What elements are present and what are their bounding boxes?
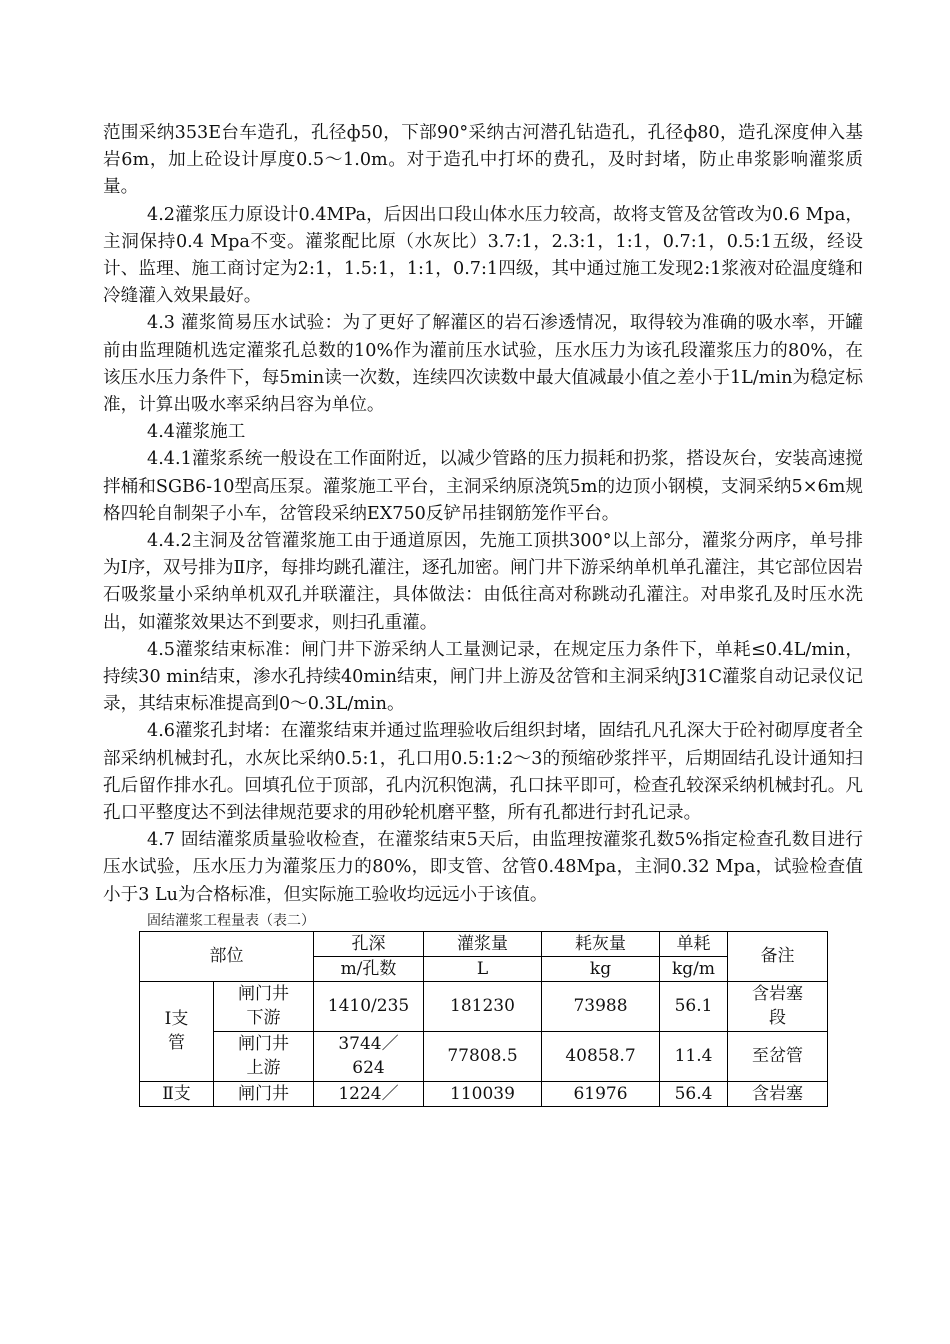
- paragraph-4-3: 4.3 灌浆简易压水试验：为了更好了解灌区的岩石渗透情况，取得较为准确的吸水率，开罐前由监理随机选定灌浆孔总数的10%作为灌前压水试验，压水压力为该孔段灌浆压力的80%，在该压水压力条件下，每5min读一次数，连续四次读数中最大值减最小值之差小于1L/min为稳定标准，计算出吸水率采纳吕容为单位。: [103, 313, 863, 416]
- group-cell: [140, 981, 214, 1081]
- unit-cement: kg: [542, 956, 660, 981]
- location-cell: 闸门井: [214, 1081, 314, 1106]
- paragraph-4-5: 4.5灌浆结束标准：闸门井下游采纳人工量测记录，在规定压力条件下，单耗≤0.4L/min，持续30 min结束，渗水孔持续40min结束，闸门井上游及岔管和主洞采纳J31C灌浆自动记录仪记录，其结束标准提高到0～0.3L/min。: [103, 639, 863, 715]
- paragraph-4-6: 4.6灌浆孔封堵：在灌浆结束并通过监理验收后组织封堵，固结孔凡孔深大于砼衬砌厚度者全部采纳机械封孔，水灰比采纳0.5:1，孔口用0.5:1:2～3的预缩砂浆拌平，后期固结孔设计通知扫孔后留作排水孔。回填孔位于顶部，孔内沉积饱满，孔口抹平即可，检查孔较深采纳机械封孔。凡孔口平整度达不到法律规范要求的用砂轮机磨平整，所有孔都进行封孔记录。: [103, 721, 863, 824]
- cement-cell: 73988: [542, 981, 660, 1031]
- remark-cell: [728, 981, 828, 1031]
- paragraph-4-4-2: 4.4.2主洞及岔管灌浆施工由于通道原因，先施工顶拱300°以上部分，灌浆分两序，单号排为Ⅰ序，双号排为Ⅱ序，每排均跳孔灌注，逐孔加密。闸门井下游采纳单机单孔灌注，其它部位因岩石吸浆量小采纳单机双孔并联灌注，具体做法：由低往高对称跳动孔灌注。对串浆孔及时压水洗出，如灌浆效果达不到要求，则扫孔重灌。: [103, 531, 863, 633]
- remark-cell: 至岔管: [728, 1031, 828, 1081]
- grout-cell: 110039: [424, 1081, 542, 1106]
- hole-depth-label: 3744／624: [338, 1034, 399, 1079]
- paragraph-1: 范围采纳353E台车造孔，孔径ф50，下部90°采纳古河潜孔钻造孔，孔径ф80，造孔深度伸入基岩6m，加上砼设计厚度0.5～1.0m。对于造孔中打坏的费孔，及时封堵，防止串浆影响灌浆质量。: [103, 123, 863, 198]
- unit-grout: L: [424, 956, 542, 981]
- location-cell: [214, 1031, 314, 1081]
- remark-label: 含岩塞段: [752, 984, 803, 1029]
- table-row: [140, 981, 828, 1031]
- unit-unit-consumption: kg/m: [660, 956, 728, 981]
- header-hole-depth: 孔深: [314, 931, 424, 956]
- remark-cell: 含岩塞: [728, 1081, 828, 1106]
- cement-cell: 40858.7: [542, 1031, 660, 1081]
- unit-hole-depth: m/孔数: [314, 956, 424, 981]
- paragraph-4-4-1: 4.4.1灌浆系统一般设在工作面附近，以减少管路的压力损耗和扔浆，搭设灰台，安装高速搅拌桶和SGB6-10型高压泵。灌浆施工平台，主洞采纳原浇筑5m的边顶小钢模，支洞采纳5×6m规格四轮自制架子小车，岔管段采纳EX750反铲吊挂钢筋笼作平台。: [103, 449, 863, 524]
- grout-cell: 77808.5: [424, 1031, 542, 1081]
- header-grout: 灌浆量: [424, 931, 542, 956]
- grouting-quantity-table: [139, 931, 828, 1107]
- header-cement: 耗灰量: [542, 931, 660, 956]
- group-cell: Ⅱ支: [140, 1081, 214, 1106]
- hole-depth-cell: 1410/235: [314, 981, 424, 1031]
- unit-consumption-cell: 11.4: [660, 1031, 728, 1081]
- table-row: [140, 1031, 828, 1081]
- header-part: 部位: [140, 931, 314, 981]
- cement-cell: 61976: [542, 1081, 660, 1106]
- document-body: [103, 120, 863, 1107]
- location-label: 闸门井下游: [238, 984, 289, 1029]
- group-label: Ⅰ支管: [164, 1009, 189, 1054]
- hole-depth-cell: 1224／: [314, 1081, 424, 1106]
- paragraph-4-2: 4.2灌浆压力原设计0.4MPa，后因出口段山体水压力较高，故将支管及岔管改为0.6 Mpa，主洞保持0.4 Mpa不变。灌浆配比原（水灰比）3.7:1，2.3:1，1:1，0.7:1，0.5:1五级，经设计、监理、施工商讨定为2:1，1.5:1，1:1，0.7:1四级，其中通过施工发现2:1浆液对砼温度缝和冷缝灌入效果最好。: [103, 204, 863, 307]
- unit-consumption-cell: 56.1: [660, 981, 728, 1031]
- paragraph-4-7: 4.7 固结灌浆质量验收检查，在灌浆结束5天后，由监理按灌浆孔数5%指定检查孔数目进行压水试验，压水压力为灌浆压力的80%，即支管、岔管0.48Mpa，主洞0.32 Mpa，试验检查值小于3 Lu为合格标准，但实际施工验收均远远小于该值。: [103, 830, 863, 905]
- header-remark: 备注: [728, 931, 828, 981]
- table-header-row: [140, 931, 828, 956]
- header-unit-consumption: 单耗: [660, 931, 728, 956]
- location-label: 闸门井上游: [238, 1034, 289, 1079]
- heading-4-4: 4.4灌浆施工: [147, 422, 246, 443]
- table-row: [140, 1081, 828, 1106]
- hole-depth-cell: [314, 1031, 424, 1081]
- grout-cell: 181230: [424, 981, 542, 1031]
- unit-consumption-cell: 56.4: [660, 1081, 728, 1106]
- location-cell: [214, 981, 314, 1031]
- table-caption: 固结灌浆工程量表（表二）: [147, 912, 315, 929]
